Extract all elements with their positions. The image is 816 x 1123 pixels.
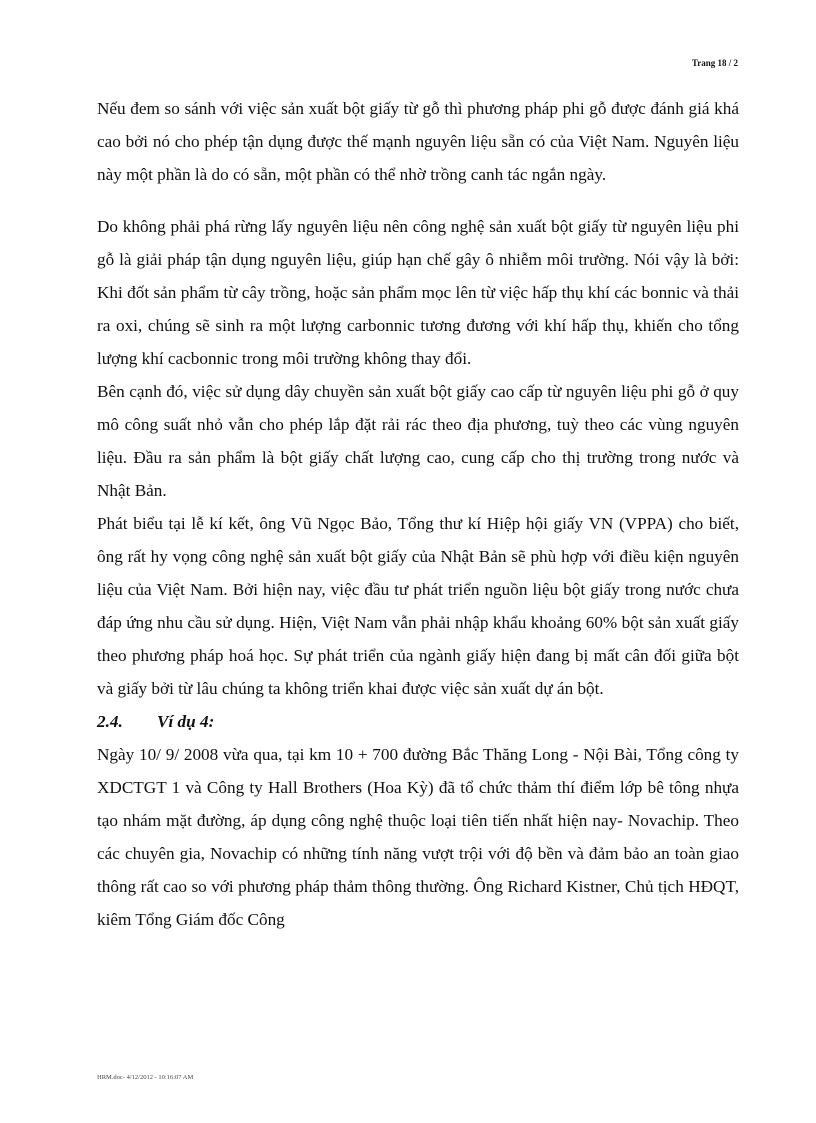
document-body — [97, 92, 739, 936]
document-footer: HRM.doc- 4/12/2012 - 10:16:07 AM — [97, 1074, 194, 1081]
paragraph-production-line: Bên cạnh đó, việc sử dụng dây chuyền sản xuất bột giấy cao cấp từ nguyên liệu phi gỗ ở quy mô công suất nhỏ vẫn cho phép lắp đặt rải rác theo địa phương, tuỳ theo các vùng nguyên liệu. Đầu ra sản phẩm là bột giấy chất lượng cao, cung cấp cho thị trường trong nước và Nhật Bản. — [97, 382, 739, 500]
section-title: Ví dụ 4: — [157, 712, 215, 731]
paragraph-comparison: Nếu đem so sánh với việc sản xuất bột giấy từ gỗ thì phương pháp phi gỗ được đánh giá khá cao bởi nó cho phép tận dụng được thế mạnh nguyên liệu sẵn có của Việt Nam. Nguyên liệu này một phần là do có sẵn, một phần có thể nhờ trồng canh tác ngắn ngày. — [97, 99, 739, 184]
paragraph-signing-speech: Phát biểu tại lễ kí kết, ông Vũ Ngọc Bảo, Tổng thư kí Hiệp hội giấy VN (VPPA) cho biết, ông rất hy vọng công nghệ sản xuất bột giấy của Nhật Bản sẽ phù hợp với điều kiện nguyên liệu của Việt Nam. Bởi hiện nay, việc đầu tư phát triển nguồn liệu bột giấy trong nước chưa đáp ứng nhu cầu sử dụng. Hiện, Việt Nam vẫn phải nhập khẩu khoảng 60% bột sản xuất giấy theo phương pháp hoá học. Sự phát triển của ngành giấy hiện đang bị mất cân đối giữa bột và giấy bởi từ lâu chúng ta không triển khai được việc sản xuất dự án bột. — [97, 514, 739, 698]
section-number: 2.4. — [97, 712, 123, 731]
paragraph-environment: Do không phải phá rừng lấy nguyên liệu nên công nghệ sản xuất bột giấy từ nguyên liệu phi gỗ là giải pháp tận dụng nguyên liệu, giúp hạn chế gây ô nhiễm môi trường. Nói vậy là bởi: Khi đốt sản phẩm từ cây trồng, hoặc sản phẩm mọc lên từ việc hấp thụ khí các bonnic và thải ra oxi, chúng sẽ sinh ra một lượng carbonnic tương đương với khí hấp thụ, khiến cho tổng lượng khí cacbonnic trong môi trường không thay đổi. — [97, 217, 739, 368]
page-number: Trang 18 / 2 — [691, 58, 738, 68]
section-heading — [97, 705, 739, 738]
paragraph-novachip: Ngày 10/ 9/ 2008 vừa qua, tại km 10 + 700 đường Bắc Thăng Long - Nội Bài, Tổng công ty XDCTGT 1 và Công ty Hall Brothers (Hoa Kỳ) đã tổ chức thảm thí điểm lớp bê tông nhựa tạo nhám mặt đường, áp dụng công nghệ thuộc loại tiên tiến nhất hiện nay- Novachip. Theo các chuyên gia, Novachip có những tính năng vượt trội với độ bền và đảm bảo an toàn giao thông rất cao so với phương pháp thảm thông thường. Ông Richard Kistner, Chủ tịch HĐQT, kiêm Tổng Giám đốc Công — [97, 745, 739, 929]
